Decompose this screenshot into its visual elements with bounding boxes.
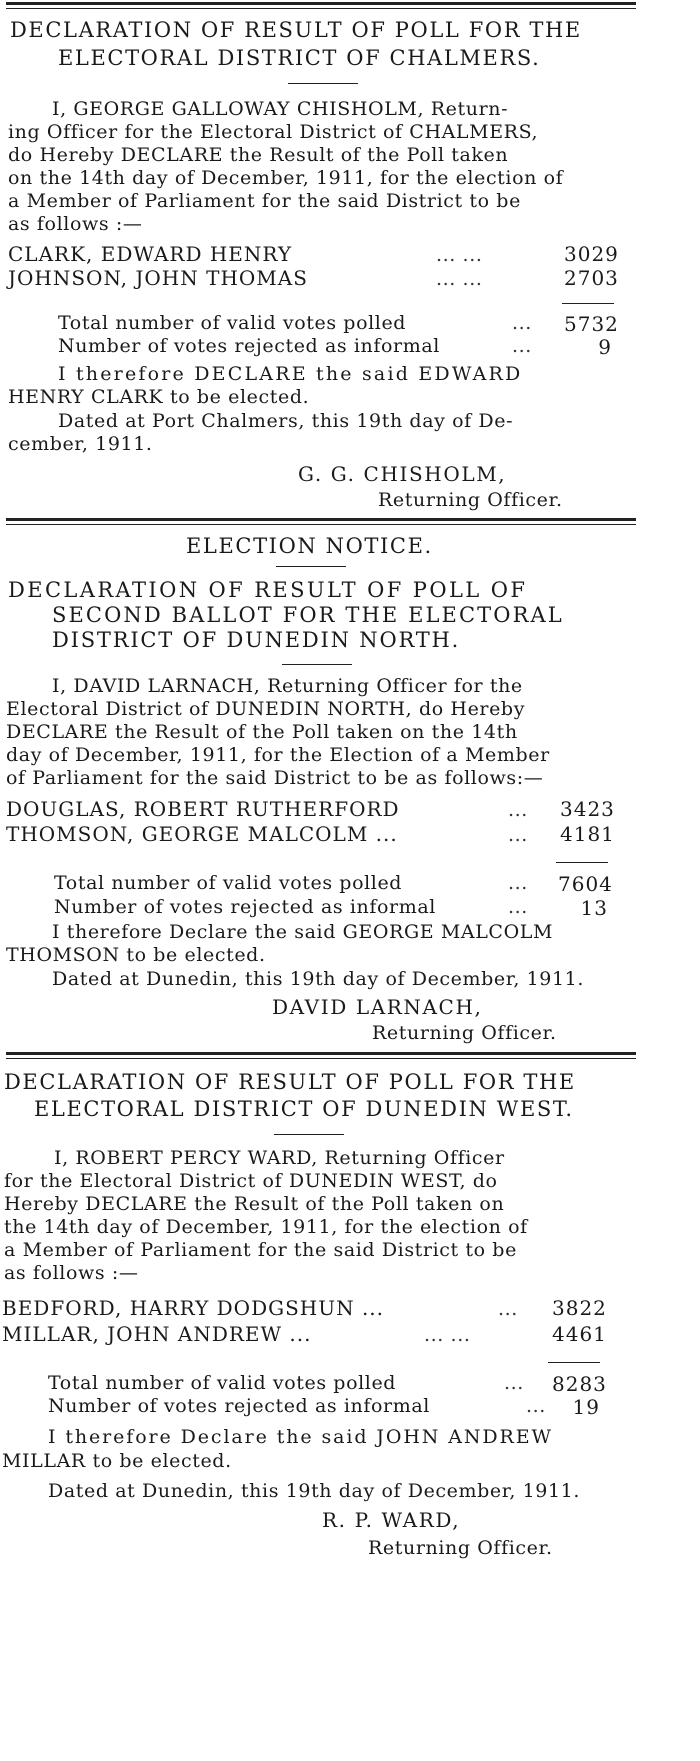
leader-dots: ...: [508, 824, 528, 846]
dated-line: cember, 1911.: [8, 433, 153, 455]
body-line: the 14th day of December, 1911, for the election of: [4, 1216, 528, 1238]
heading-line: DISTRICT OF DUNEDIN NORTH.: [52, 628, 461, 652]
candidate-votes: 4461: [552, 1322, 607, 1346]
signature: DAVID LARNACH,: [272, 995, 483, 1019]
dated-line: Dated at Dunedin, this 19th day of December, 1911.: [48, 1480, 581, 1502]
signature: G. G. CHISHOLM,: [298, 462, 507, 486]
candidate-votes: 3029: [564, 242, 619, 266]
dated-line: Dated at Port Chalmers, this 19th day of De-: [58, 410, 514, 432]
declare-line: I therefore DECLARE the said EDWARD: [58, 363, 523, 385]
candidate-votes: 3423: [560, 797, 615, 821]
rejected-label: Number of votes rejected as informal: [48, 1395, 430, 1417]
leader-dots: ...: [498, 1298, 518, 1320]
body-line: I, ROBERT PERCY WARD, Returning Officer: [54, 1147, 505, 1169]
total-label: Total number of valid votes polled: [58, 312, 407, 334]
candidate-name: MILLAR, JOHN ANDREW ...: [2, 1322, 312, 1346]
short-rule: [288, 83, 358, 84]
heading-line: DECLARATION OF RESULT OF POLL FOR THE: [10, 18, 582, 42]
candidate-name: CLARK, EDWARD HENRY: [8, 242, 293, 266]
short-rule: [276, 566, 346, 567]
declare-line: I therefore Declare the said GEORGE MALCOLM: [52, 921, 554, 943]
officer-title: Returning Officer.: [372, 1022, 557, 1044]
heading-line: SECOND BALLOT FOR THE ELECTORAL: [52, 603, 564, 627]
total-value: 7604: [558, 872, 613, 896]
body-line: DECLARE the Result of the Poll taken on the 14th: [6, 721, 518, 743]
body-line: I, GEORGE GALLOWAY CHISHOLM, Return-: [52, 98, 509, 120]
double-rule: [6, 518, 636, 525]
sum-rule: [548, 1362, 600, 1363]
signature: R. P. WARD,: [322, 1508, 461, 1532]
leader-dots: ...: [508, 872, 528, 894]
leader-dots: ... ...: [436, 244, 483, 266]
body-line: of Parliament for the said District to be as follows:—: [6, 767, 544, 789]
declare-line: MILLAR to be elected.: [2, 1450, 232, 1472]
heading-line: ELECTORAL DISTRICT OF CHALMERS.: [58, 46, 541, 70]
candidate-name: JOHNSON, JOHN THOMAS: [8, 266, 308, 290]
body-line: as follows :—: [8, 213, 143, 235]
short-rule: [282, 664, 352, 665]
body-line: for the Electoral District of DUNEDIN WEST, do: [4, 1170, 498, 1192]
double-rule: [6, 1052, 636, 1059]
body-line: do Hereby DECLARE the Result of the Poll taken: [8, 144, 509, 166]
heading-line: ELECTORAL DISTRICT OF DUNEDIN WEST.: [34, 1097, 574, 1121]
rejected-value: 19: [572, 1395, 600, 1419]
total-label: Total number of valid votes polled: [48, 1372, 397, 1394]
total-value: 5732: [564, 312, 619, 336]
body-line: on the 14th day of December, 1911, for the election of: [8, 167, 564, 189]
declare-line: HENRY CLARK to be elected.: [8, 386, 310, 408]
body-line: ing Officer for the Electoral District of CHALMERS,: [8, 121, 539, 143]
body-line: a Member of Parliament for the said District to be: [4, 1239, 517, 1261]
leader-dots: ... ...: [436, 268, 483, 290]
sum-rule: [562, 303, 614, 304]
leader-dots: ...: [508, 799, 528, 821]
leader-dots: ...: [508, 896, 528, 918]
candidate-name: BEDFORD, HARRY DODGSHUN ...: [2, 1296, 385, 1320]
leader-dots: ...: [512, 335, 532, 357]
leader-dots: ...: [512, 312, 532, 334]
dated-line: Dated at Dunedin, this 19th day of December, 1911.: [52, 968, 585, 990]
candidate-votes: 4181: [560, 822, 615, 846]
officer-title: Returning Officer.: [368, 1537, 553, 1559]
body-line: Electoral District of DUNEDIN NORTH, do Hereby: [6, 698, 526, 720]
candidate-name: DOUGLAS, ROBERT RUTHERFORD: [6, 797, 400, 821]
double-rule: [6, 2, 636, 9]
leader-dots: ... ...: [424, 1324, 471, 1346]
leader-dots: ...: [504, 1372, 524, 1394]
candidate-votes: 2703: [564, 266, 619, 290]
candidate-name: THOMSON, GEORGE MALCOLM ...: [6, 822, 398, 846]
rejected-label: Number of votes rejected as informal: [54, 896, 436, 918]
short-rule: [274, 1134, 344, 1135]
body-line: I, DAVID LARNACH, Returning Officer for the: [52, 675, 523, 697]
sum-rule: [556, 862, 608, 863]
rejected-label: Number of votes rejected as informal: [58, 335, 440, 357]
rejected-value: 13: [580, 896, 608, 920]
body-line: a Member of Parliament for the said District to be: [8, 190, 521, 212]
declare-line: I therefore Declare the said JOHN ANDREW: [48, 1426, 553, 1448]
officer-title: Returning Officer.: [378, 489, 563, 511]
total-value: 8283: [552, 1372, 607, 1396]
leader-dots: ...: [526, 1395, 546, 1417]
declare-line: THOMSON to be elected.: [6, 944, 266, 966]
notice-title: ELECTION NOTICE.: [186, 534, 433, 558]
body-line: Hereby DECLARE the Result of the Poll taken on: [4, 1193, 505, 1215]
heading-line: DECLARATION OF RESULT OF POLL FOR THE: [4, 1070, 576, 1094]
body-line: as follows :—: [4, 1262, 139, 1284]
body-line: day of December, 1911, for the Election of a Member: [6, 744, 550, 766]
total-label: Total number of valid votes polled: [54, 872, 403, 894]
candidate-votes: 3822: [552, 1296, 607, 1320]
rejected-value: 9: [598, 335, 612, 359]
heading-line: DECLARATION OF RESULT OF POLL OF: [8, 578, 528, 602]
